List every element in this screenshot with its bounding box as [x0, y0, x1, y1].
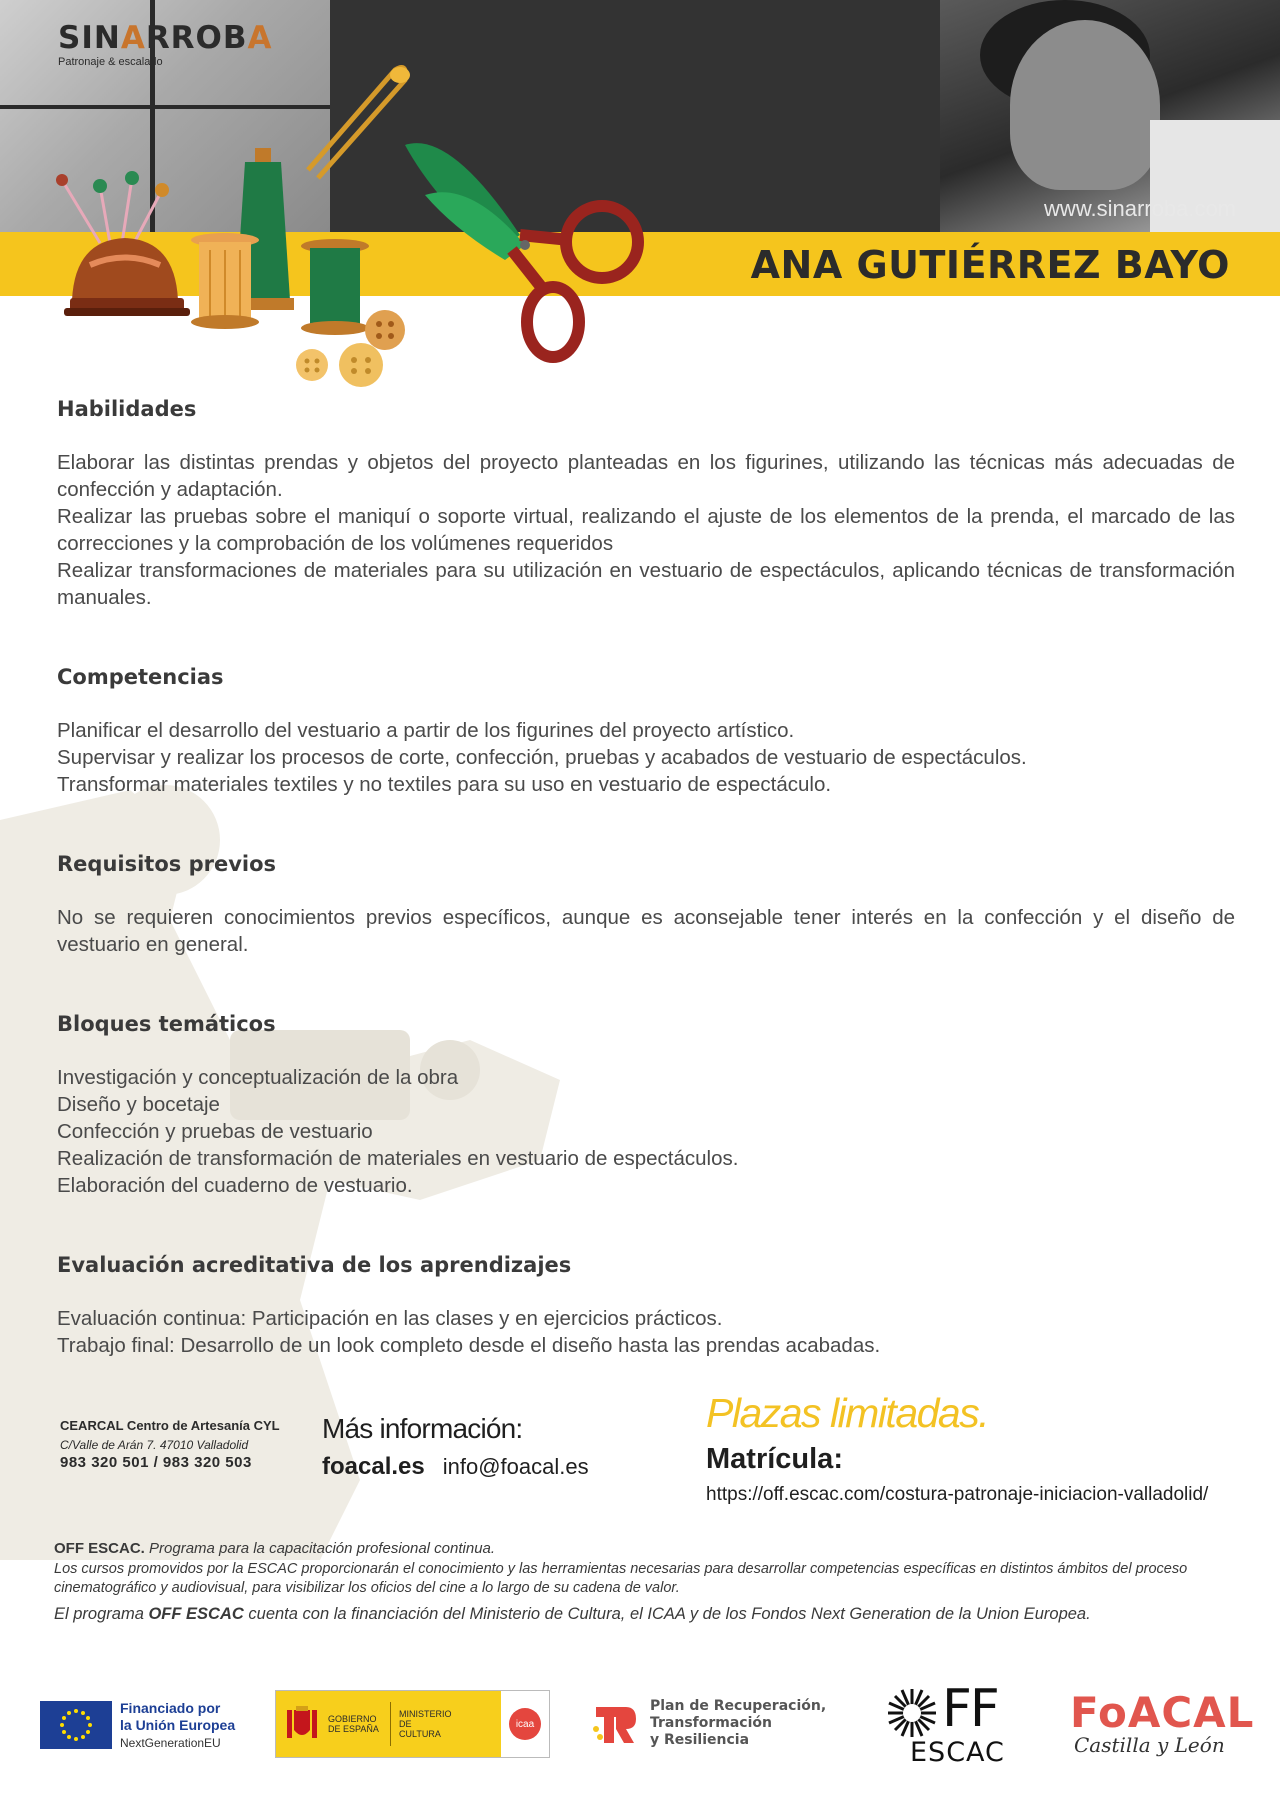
- matricula-link[interactable]: https://off.escac.com/costura-patronaje-iniciacion-valladolid/: [706, 1484, 1209, 1505]
- body-line: Elaboración del cuaderno de vestuario.: [57, 1174, 413, 1197]
- escac-word: ESCAC: [910, 1737, 1005, 1768]
- email-link[interactable]: info@foacal.es: [442, 1454, 589, 1479]
- prtr-line1: Plan de Recuperación,: [650, 1698, 827, 1714]
- matricula-label: Matrícula:: [706, 1443, 843, 1475]
- prtr-line2: Transformación: [650, 1715, 772, 1731]
- off-escac-desc: Programa para la capacitación profesional continua.: [144, 1540, 496, 1557]
- body-line: Planificar el desarrollo del vestuario a partir de los figurines del proyecto artístico.: [57, 719, 795, 742]
- body-line: Evaluación continua: Participación en las clases y en ejercicios prácticos.: [57, 1307, 723, 1330]
- org-address: C/Valle de Arán 7. 47010 Valladolid: [60, 1438, 249, 1452]
- cearcal-contact: [60, 1418, 280, 1471]
- off-escac-paragraph: Los cursos promovidos por la ESCAC proporcionarán el conocimiento y las herramientas necesarias para desarrollar competencias específicas en distintos ámbitos del proceso cinematográfico y audiovisual, para visibilizar los oficios del cine a lo largo de su cadena de valor.: [54, 1561, 1188, 1596]
- logo-subtitle: Patronaje & escalado: [58, 56, 163, 68]
- section-title: Evaluación acreditativa de los aprendizajes: [57, 1253, 572, 1277]
- prtr-logo: [590, 1698, 826, 1749]
- sewing-illustration: [50, 60, 660, 400]
- body-line: Supervisar y realizar los procesos de corte, confección, pruebas y acabados de vestuario de espectáculos.: [57, 746, 1027, 769]
- body-line: Transformar materiales textiles y no textiles para su uso en vestuario de espectáculo.: [57, 773, 832, 796]
- funding-text-b: OFF ESCAC: [148, 1605, 244, 1623]
- body-line: Confección y pruebas de vestuario: [57, 1120, 373, 1143]
- sinarroba-logo: SINARROBA Patronaje & escalado: [58, 20, 273, 68]
- plazas-limitadas: Plazas limitadas.: [706, 1390, 989, 1436]
- foacal-web-link[interactable]: foacal.es: [322, 1453, 425, 1480]
- prtr-mark-icon: [590, 1699, 640, 1749]
- section-requisitos: [57, 852, 1235, 958]
- foacal-sub: Castilla y León: [1074, 1733, 1225, 1757]
- funding-text-c: cuenta con la financiación del Ministerio de Cultura, el ICAA y de los Fondos Next Generation de la Union Europea.: [243, 1605, 1091, 1623]
- off-escac-label: OFF ESCAC.: [54, 1540, 145, 1557]
- body-line: Elaborar las distintas prendas y objetos del proyecto planteadas en los figurines, utilizando las técnicas más adecuadas de confección y adaptación.: [57, 451, 1235, 501]
- section-bloques: [57, 1012, 1235, 1199]
- prtr-line3: y Resiliencia: [650, 1732, 750, 1748]
- section-title: Competencias: [57, 665, 224, 689]
- ministerio-label: MINISTERIO DE CULTURA: [399, 1709, 452, 1739]
- section-title: Habilidades: [57, 397, 197, 421]
- off-escac-info: [54, 1540, 1239, 1624]
- section-habilidades: [57, 397, 1235, 611]
- section-body: [57, 449, 1235, 611]
- section-body: [57, 717, 1235, 798]
- section-body: [57, 1064, 1235, 1199]
- body-line: Realización de transformación de materiales en vestuario de espectáculos.: [57, 1147, 739, 1170]
- more-info-label: Más información:: [322, 1413, 523, 1444]
- gobierno-ministerio-logo: [275, 1690, 550, 1758]
- eu-line1: Financiado por: [120, 1700, 221, 1716]
- body-line: Diseño y bocetaje: [57, 1093, 220, 1116]
- sponsor-logos: [0, 1680, 1280, 1790]
- section-competencias: [57, 665, 1235, 798]
- gobierno-label: GOBIERNO DE ESPAÑA: [328, 1714, 379, 1734]
- eu-line2: la Unión Europea: [120, 1717, 236, 1733]
- off-escac-logo: [884, 1679, 1014, 1775]
- coat-of-arms-icon: [276, 1704, 328, 1744]
- eu-logo: [40, 1700, 235, 1750]
- section-evaluacion: [57, 1253, 1235, 1359]
- body-line: Investigación y conceptualización de la obra: [57, 1066, 459, 1089]
- section-body: [57, 1305, 1235, 1359]
- org-name: CEARCAL Centro de Artesanía CYL: [60, 1418, 280, 1433]
- body-line: Realizar las pruebas sobre el maniquí o soporte virtual, realizando el ajuste de los elementos de la prenda, el marcado de las correcciones y la comprobación de los volúmenes requeridos: [57, 505, 1235, 555]
- eu-line3: NextGenerationEU: [120, 1736, 221, 1750]
- course-content: [57, 397, 1235, 1413]
- website-link[interactable]: www.sinarroba.com: [1044, 196, 1236, 221]
- more-info-block: [322, 1413, 589, 1481]
- body-line: No se requieren conocimientos previos específicos, aunque es aconsejable tener interés en la confección y el diseño de vestuario en general.: [57, 906, 1235, 956]
- funding-text-a: El programa: [54, 1605, 149, 1623]
- body-line: Trabajo final: Desarrollo de un look completo desde el diseño hasta las prendas acabadas.: [57, 1334, 881, 1357]
- sunburst-icon: [884, 1685, 940, 1741]
- foacal-logo: [1070, 1688, 1255, 1778]
- org-phones[interactable]: 983 320 501 / 983 320 503: [60, 1454, 252, 1471]
- eu-flag-icon: [40, 1701, 112, 1749]
- off-word: FF: [942, 1679, 998, 1739]
- section-title: Requisitos previos: [57, 852, 277, 876]
- foacal-word: FoACAL: [1070, 1688, 1255, 1737]
- instructor-name: ANA GUTIÉRREZ BAYO: [750, 243, 1230, 287]
- body-line: Realizar transformaciones de materiales para su utilización en vestuario de espectáculos, aplicando técnicas de transformación manuales.: [57, 559, 1235, 609]
- section-body: [57, 904, 1235, 958]
- icaa-logo: icaa: [509, 1708, 541, 1740]
- section-title: Bloques temáticos: [57, 1012, 276, 1036]
